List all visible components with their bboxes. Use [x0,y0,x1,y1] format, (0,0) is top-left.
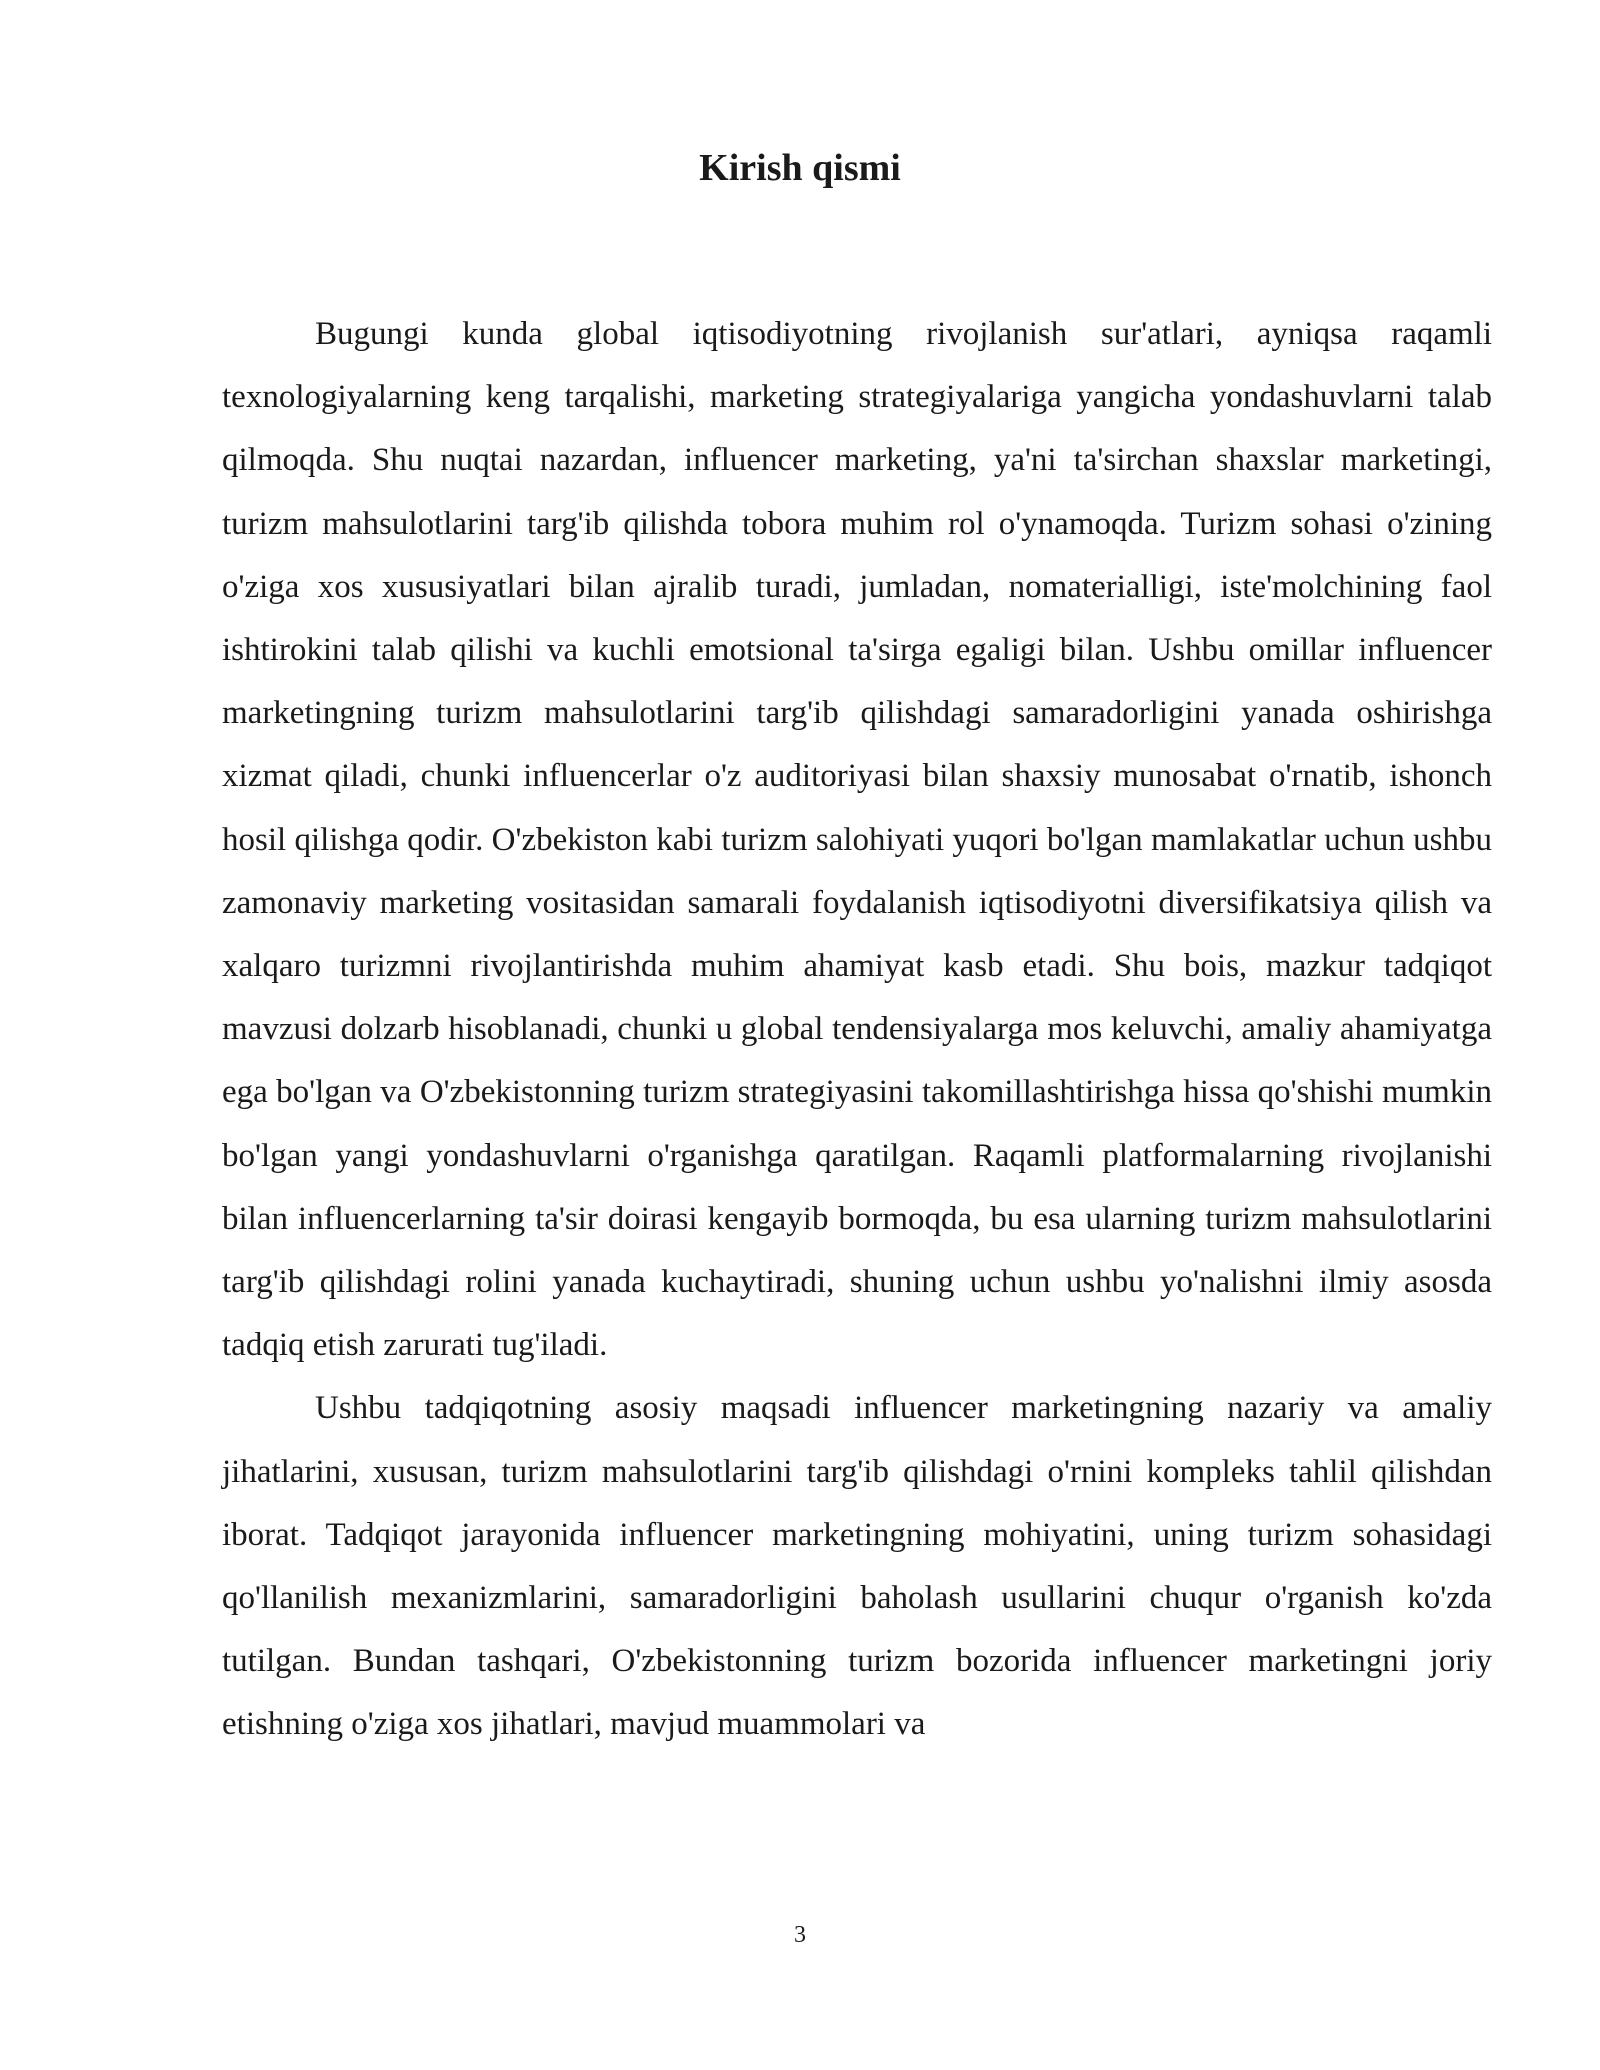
paragraph-introduction: Bugungi kunda global iqtisodiyotning rivojlanish sur'atlari, ayniqsa raqamli texnologiyalarning keng tarqalishi, marketing strategiyalariga yangicha yondashuvlarni talab qilmoqda. Shu nuqtai nazardan, influencer marketing, ya'ni ta'sirchan shaxslar marketingi, turizm mahsulotlarini targ'ib qilishda tobora muhim rol o'ynamoqda. Turizm sohasi o'zining o'ziga xos xususiyatlari bilan ajralib turadi, jumladan, nomaterialligi, iste'molchining faol ishtirokini talab qilishi va kuchli emotsional ta'sirga egaligi bilan. Ushbu omillar influencer marketingning turizm mahsulotlarini targ'ib qilishdagi samaradorligini yanada oshirishga xizmat qiladi, chunki influencerlar o'z auditoriyasi bilan shaxsiy munosabat o'rnatib, ishonch hosil qilishga qodir. O'zbekiston kabi turizm salohiyati yuqori bo'lgan mamlakatlar uchun ushbu zamonaviy marketing vositasidan samarali foydalanish iqtisodiyotni diversifikatsiya qilish va xalqaro turizmni rivojlantirishda muhim ahamiyat kasb etadi. Shu bois, mazkur tadqiqot mavzusi dolzarb hisoblanadi, chunki u global tendensiyalarga mos keluvchi, amaliy ahamiyatga ega bo'lgan va O'zbekistonning turizm strategiyasini takomillashtirishga hissa qo'shishi mumkin bo'lgan yangi yondashuvlarni o'rganishga qaratilgan. Raqamli platformalarning rivojlanishi bilan influencerlarning ta'sir doirasi kengayib bormoqda, bu esa ularning turizm mahsulotlarini targ'ib qilishdagi rolini yanada kuchaytiradi, shuning uchun ushbu yo'nalishni ilmiy asosda tadqiq etish zarurati tug'iladi. [222,316,1492,1364]
page-title: Kirish qismi [699,147,901,189]
paragraph-research-aim: Ushbu tadqiqotning asosiy maqsadi influencer marketingning nazariy va amaliy jihatlarini, xususan, turizm mahsulotlarini targ'ib qilishdagi o'rnini kompleks tahlil qilishdan iborat. Tadqiqot jarayonida influencer marketingning mohiyatini, uning turizm sohasidagi qo'llanilish mexanizmlarini, samaradorligini baholash usullarini chuqur o'rganish ko'zda tutilgan. Bundan tashqari, O'zbekistonning turizm bozorida influencer marketingni joriy etishning o'ziga xos jihatlari, mavjud muammolari va [222,1390,1492,1743]
page-number: 3 [794,1922,806,1948]
body-text [222,303,1492,1757]
